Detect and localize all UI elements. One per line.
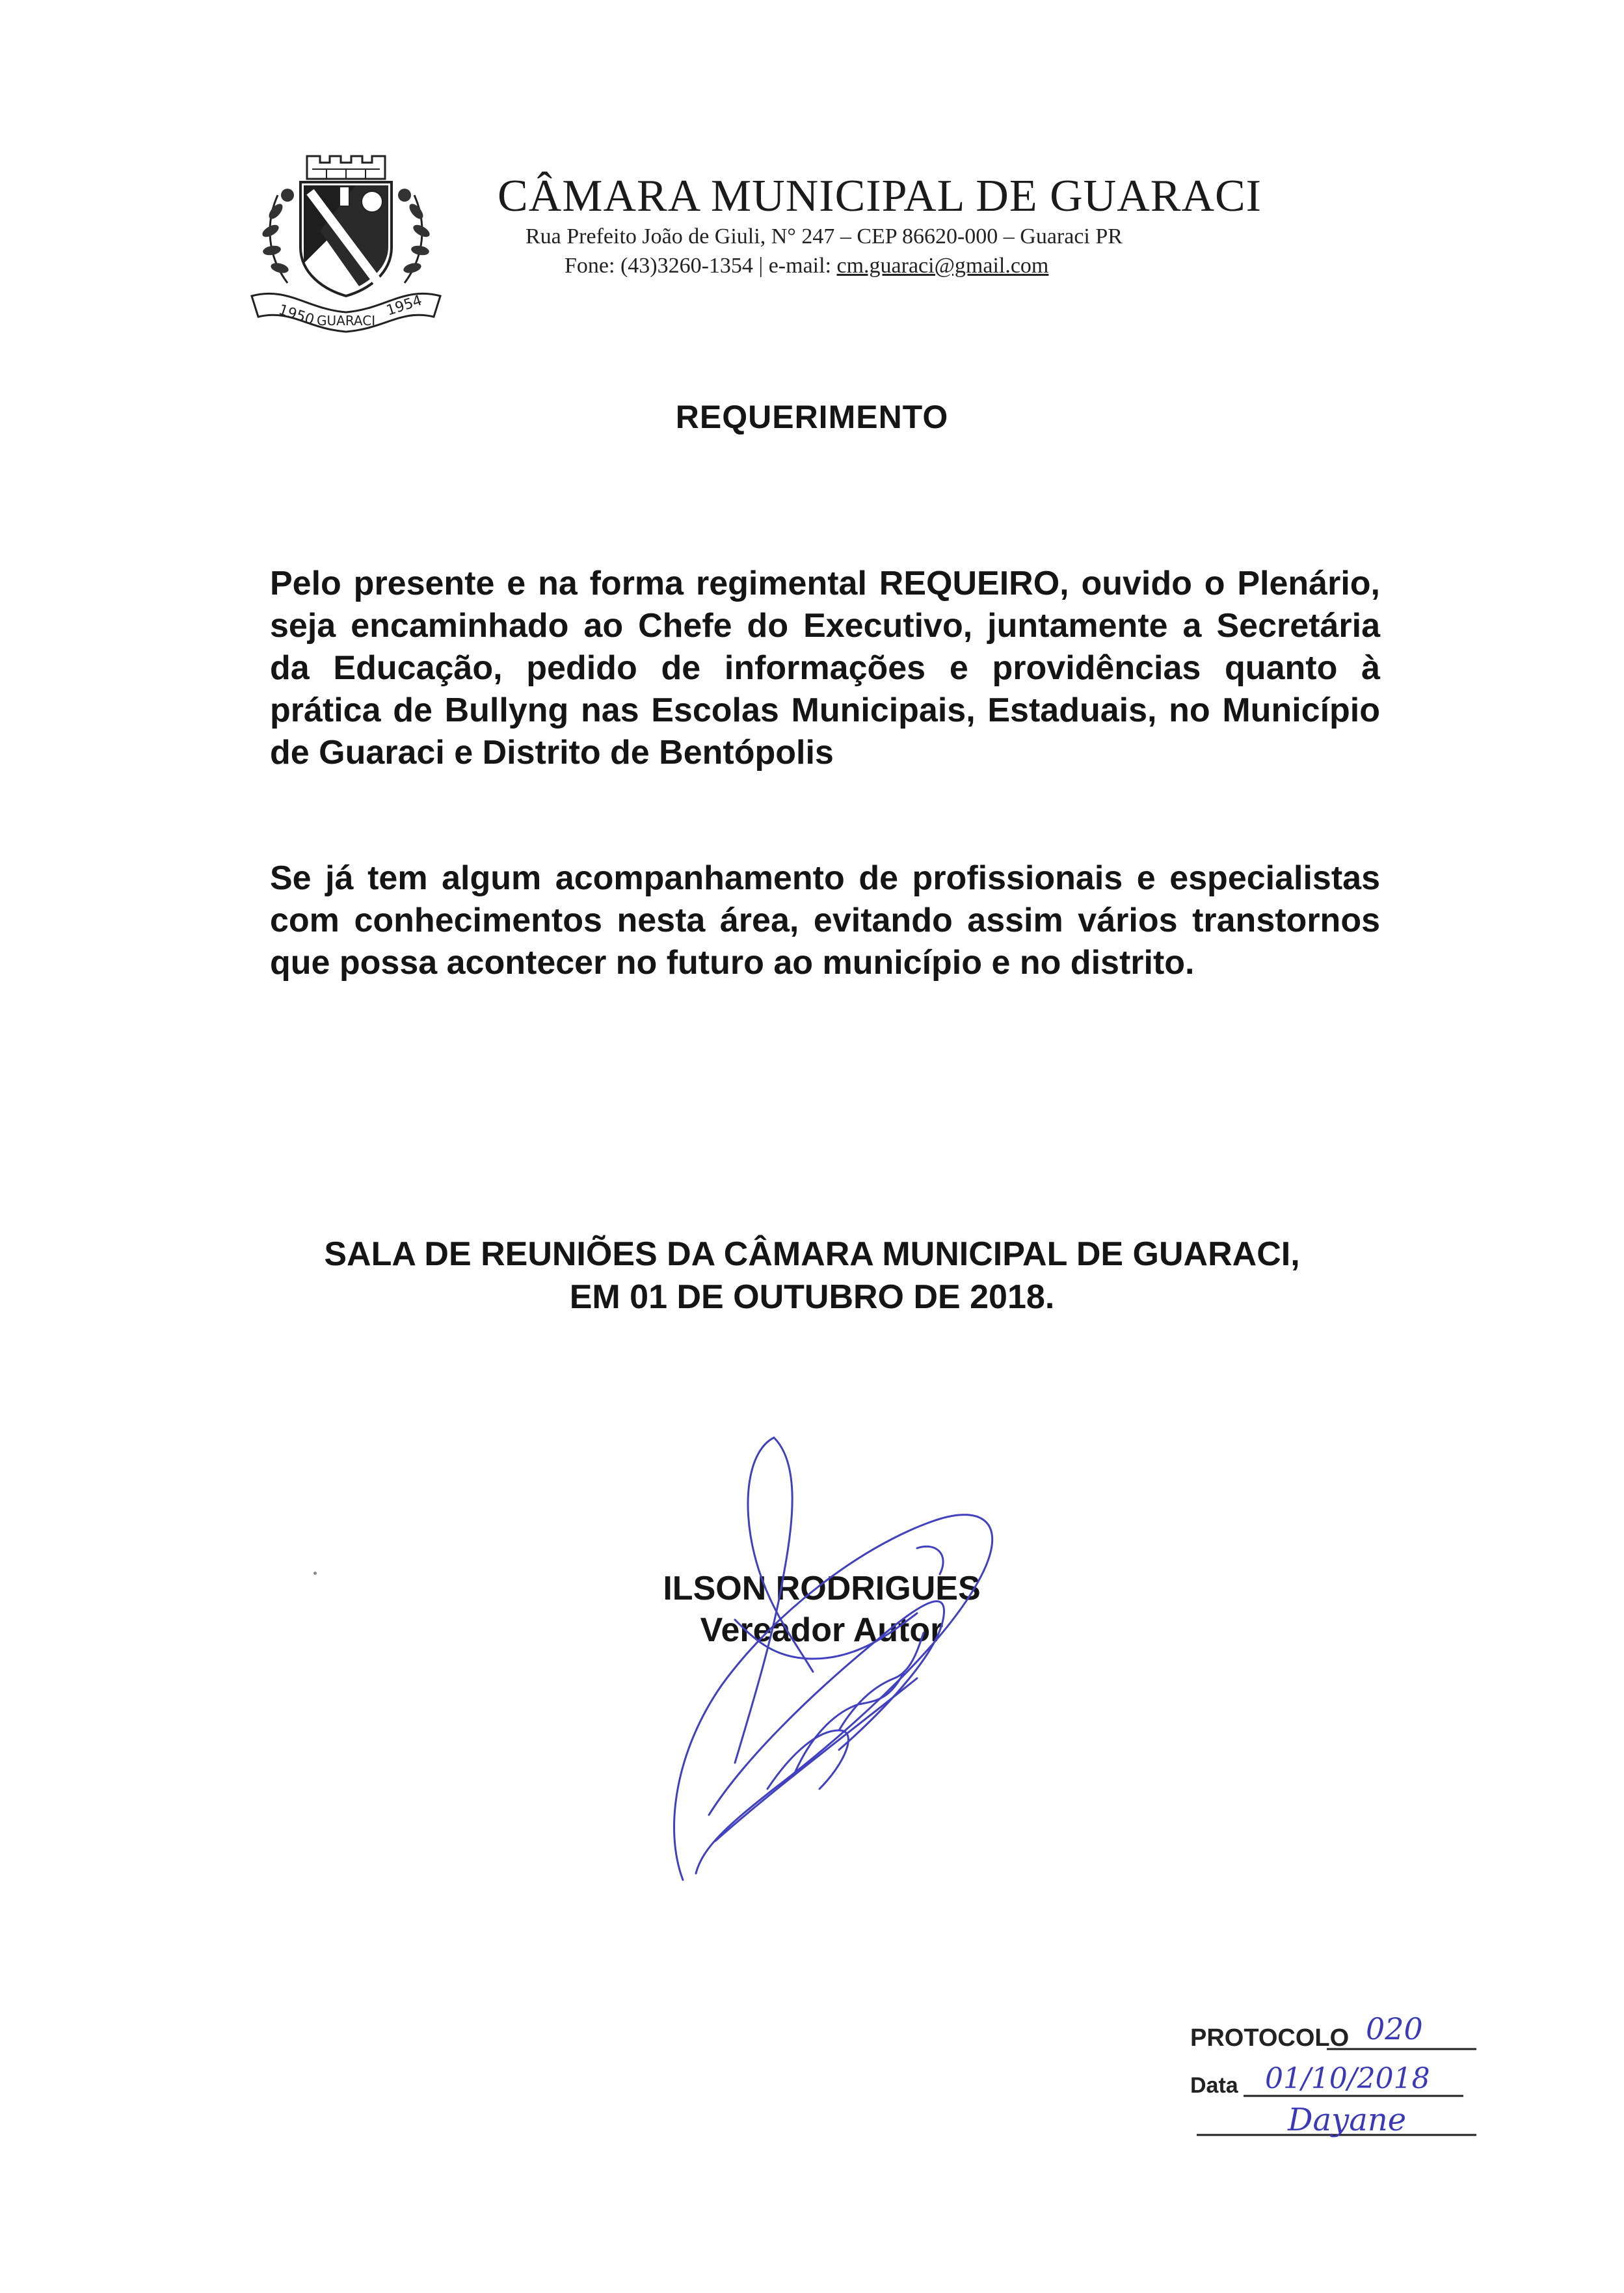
- date-label: Data: [1190, 2073, 1238, 2098]
- closing-line-1: SALA DE REUNIÕES DA CÂMARA MUNICIPAL DE GUARACI,: [324, 1235, 1300, 1273]
- body-paragraph-1: Pelo presente e na forma regimental REQUEIRO, ouvido o Plenário, seja encaminhado ao Chefe do Executivo, juntamente a Secretária da Educação, pedido de informações e providências quanto à prática de Bullyng nas Escolas Municipais, Estaduais, no Município de Guaraci e Distrito de Bentópolis: [270, 565, 1380, 771]
- document-title: REQUERIMENTO: [675, 399, 949, 435]
- protocol-date: 01/10/2018: [1265, 2062, 1430, 2095]
- crest-year-left: 1950: [276, 301, 317, 329]
- closing-block: [0, 1233, 1624, 1319]
- body-paragraph-2: Se já tem algum acompanhamento de profissionais e especialistas com conhecimentos nesta área, evitando assim vários transtornos que possa acontecer no futuro ao município e no distrito.: [270, 859, 1380, 982]
- crest-ribbon-text: GUARACI: [317, 313, 376, 329]
- protocol-stamp: [1190, 1997, 1496, 2166]
- protocol-label: PROTOCOLO: [1190, 2024, 1350, 2052]
- org-email-link[interactable]: cm.guaraci@gmail.com: [836, 254, 1049, 278]
- handwritten-signature: [644, 1425, 1060, 1893]
- org-contact: [565, 254, 1280, 278]
- signer-role: Vereador Autor: [700, 1611, 944, 1649]
- received-by-signature: Dayane: [1288, 2102, 1407, 2138]
- org-address: Rua Prefeito João de Giuli, N° 247 – CEP 86620-000 – Guaraci PR: [526, 224, 1123, 248]
- closing-line-2: EM 01 DE OUTUBRO DE 2018.: [569, 1278, 1055, 1316]
- signer-name: ILSON RODRIGUES: [663, 1570, 981, 1607]
- crest-year-right: 1954: [384, 292, 425, 319]
- org-phone: Fone: (43)3260-1354 | e-mail:: [565, 254, 837, 278]
- protocol-number: 020: [1366, 2011, 1423, 2046]
- org-name: CÂMARA MUNICIPAL DE GUARACI: [498, 171, 1262, 221]
- municipal-crest-logo: [242, 133, 450, 342]
